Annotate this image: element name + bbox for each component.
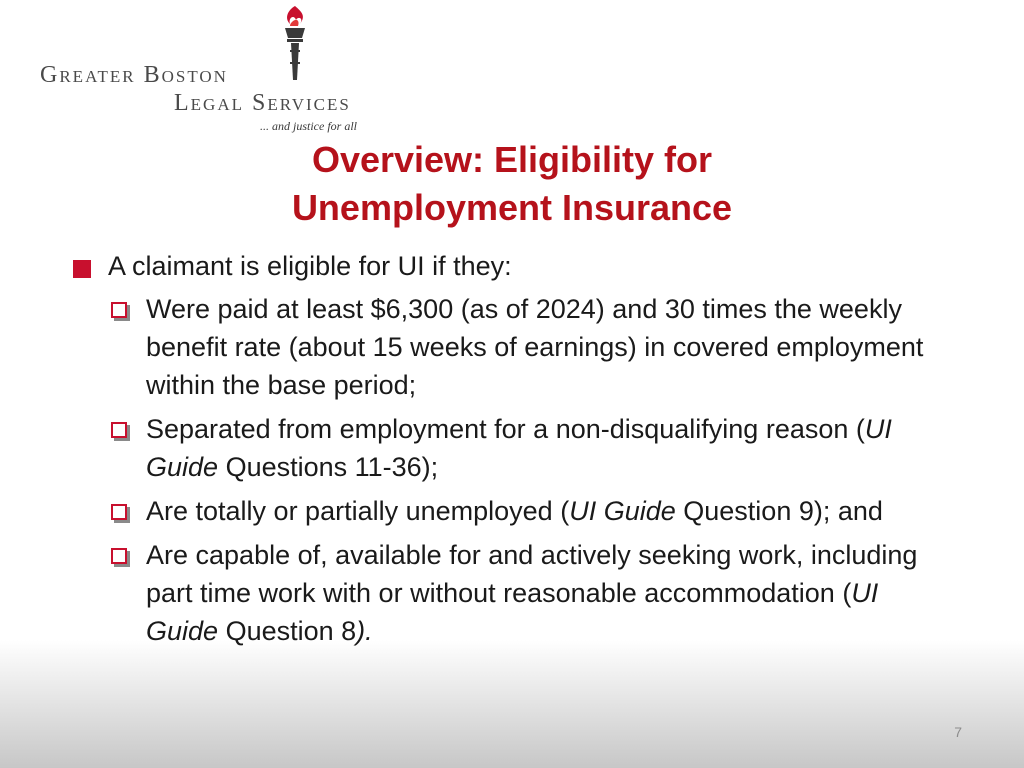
list-item: [70, 536, 936, 650]
list-item-text-pre: Are totally or partially unemployed (: [146, 496, 570, 526]
checkbox-bullet-icon: [111, 422, 127, 438]
list-item-text-post: Question 8: [218, 616, 357, 646]
checkbox-bullet-icon: [111, 548, 127, 564]
checkbox-bullet-icon: [111, 504, 127, 520]
torch-icon: [278, 4, 312, 84]
list-item-ui-guide: UI Guide: [569, 496, 676, 526]
list-item-text-post: Questions 11-36);: [218, 452, 439, 482]
logo-line-legal-services: Legal Services: [174, 90, 351, 116]
list-item: [70, 290, 936, 404]
list-item-text-pre: Separated from employment for a non-disqualifying reason (: [146, 414, 865, 444]
checkbox-bullet-icon: [111, 302, 127, 318]
list-item-text-post-italic: ).: [356, 616, 373, 646]
slide-title-line2: Unemployment Insurance: [291, 187, 733, 228]
list-item-text: Were paid at least $6,300 (as of 2024) and 30 times the weekly benefit rate (about 15 weeks of earnings) in covered employment within the base period;: [146, 294, 924, 400]
logo-line-greater-boston: Greater Boston: [40, 62, 228, 88]
logo-tagline: ... and justice for all: [260, 119, 357, 133]
gbls-logo: [40, 4, 400, 134]
slide-body: [70, 248, 970, 656]
slide-title-line1: Overview: Eligibility for: [311, 139, 713, 180]
list-item-ui-guide: UI Guide: [146, 414, 892, 482]
bullet-intro: [70, 248, 970, 284]
bullet-intro-text: A claimant is eligible for UI if they:: [108, 251, 512, 281]
slide-title: [0, 136, 1024, 232]
list-item: [70, 492, 936, 530]
list-item-ui-guide: UI Guide: [146, 578, 879, 646]
page-number: 7: [954, 724, 962, 740]
list-item: [70, 410, 936, 486]
list-item-text-pre: Are capable of, available for and actively seeking work, including part time work with or without reasonable accommodation (: [146, 540, 918, 608]
list-item-text-post: Question 9); and: [675, 496, 883, 526]
square-bullet-icon: [73, 260, 91, 278]
